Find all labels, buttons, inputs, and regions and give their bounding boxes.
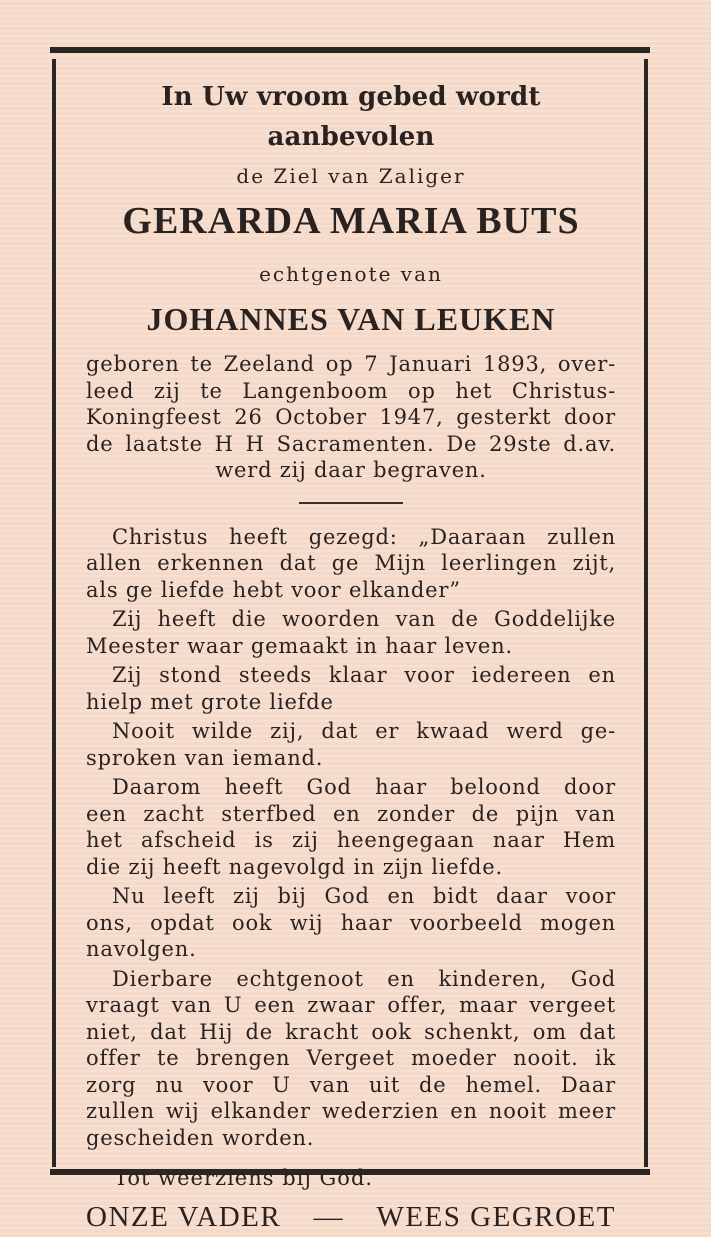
paragraph-line: offer te brengen Vergeet moeder nooit. ik <box>86 1046 616 1070</box>
paragraph-line: vraagt van U een zwaar offer, maar vergeet <box>86 993 616 1017</box>
prayer-dash: — <box>313 1201 345 1233</box>
paragraph-line: gescheiden worden. <box>86 1125 315 1150</box>
memorial-text <box>86 524 616 1152</box>
spouse-label: echtgenote van <box>259 262 443 286</box>
paragraph-line: Dierbare echtgenoot en kinderen, God <box>112 966 616 991</box>
paragraph-line: Meester waar gemaakt in haar leven. <box>86 633 513 658</box>
paragraph-line: zullen wij elkander wederzien en nooit meer <box>86 1099 616 1123</box>
card-content <box>86 77 616 1237</box>
memorial-card <box>50 47 650 1233</box>
top-border <box>50 47 650 53</box>
left-border <box>52 59 56 1167</box>
paragraph-line: hielp met grote liefde <box>86 689 334 714</box>
paragraph-line: Nu leeft zij bij God en bidt daar voor <box>112 884 616 908</box>
paragraph-line: sproken van iemand. <box>86 745 324 770</box>
closing-line: Tot weerziens bij God. <box>114 1166 374 1190</box>
right-border <box>644 59 648 1167</box>
paragraph-line: niet, dat Hij de kracht ook schenkt, om dat <box>86 1019 616 1044</box>
paragraph-line: die zij heeft nagevolgd in zijn liefde. <box>86 854 503 879</box>
heading-prayer: In Uw vroom gebed wordt aanbevolen <box>161 82 541 152</box>
prayer-hail-mary: WEES GEGROET <box>376 1201 616 1233</box>
paragraph-line: Christus heeft gezegd: „Daaraan zullen <box>112 524 616 549</box>
paragraph-line: allen erkennen dat ge Mijn leerlingen zijt, <box>86 551 616 575</box>
paragraph-line: ons, opdat ook wij haar voorbeeld mogen <box>86 910 616 935</box>
divider-line <box>299 502 403 504</box>
deceased-name: GERARDA MARIA BUTS <box>122 200 580 242</box>
biography <box>86 351 616 484</box>
paragraph-line: navolgen. <box>86 937 197 961</box>
paragraph-line: Zij heeft die woorden van de Goddelijke <box>112 607 616 631</box>
paragraph-line: een zacht sterfbed en zonder de pijn van <box>86 801 616 826</box>
paragraph-line: Daarom heeft God haar beloond door <box>112 775 616 799</box>
prayer-line <box>86 1197 616 1237</box>
prayer-our-father: ONZE VADER <box>86 1201 282 1233</box>
paragraph-line: als ge liefde hebt voor elkander” <box>86 577 461 602</box>
bio-line: geboren te Zeeland op 7 Januari 1893, over- <box>86 352 616 376</box>
paragraph-line: het afscheid is zij heengegaan naar Hem <box>86 828 616 852</box>
bio-line: Koningfeest 26 October 1947, gesterkt door <box>86 405 616 429</box>
spouse-name: JOHANNES VAN LEUKEN <box>146 301 556 337</box>
paragraph-line: zorg nu voor U van uit de hemel. Daar <box>86 1072 616 1097</box>
paragraph-line: Zij stond steeds klaar voor iedereen en <box>112 663 616 687</box>
bio-line: leed zij te Langenboom op het Christus- <box>86 378 616 403</box>
heading-soul: de Ziel van Zaliger <box>236 164 466 188</box>
bio-line: de laatste H H Sacramenten. De 29ste d.av. <box>86 431 616 456</box>
bio-line: werd zij daar begraven. <box>215 458 487 482</box>
paragraph-line: Nooit wilde zij, dat er kwaad werd ge- <box>112 719 616 743</box>
